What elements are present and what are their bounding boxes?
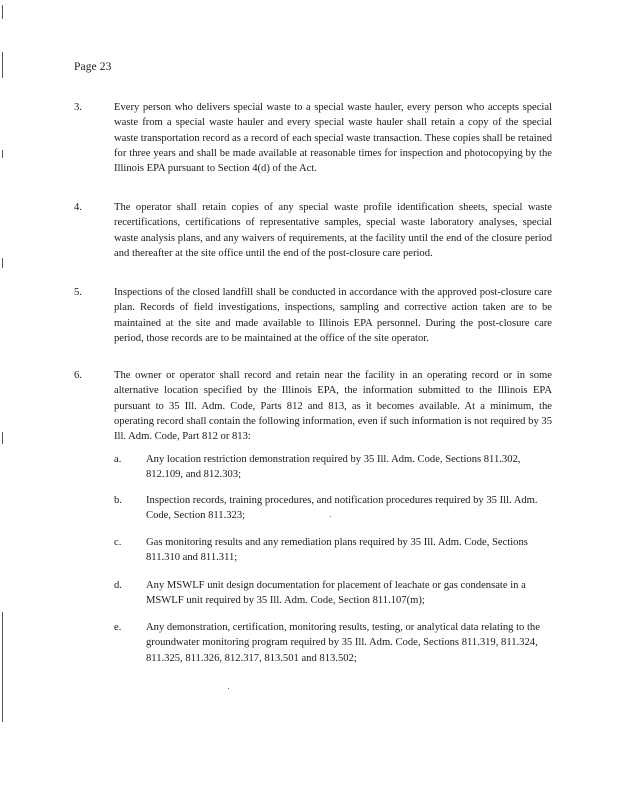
item-number: 4. xyxy=(74,202,82,213)
sub-list-item xyxy=(114,535,552,566)
sub-item-text: Any MSWLF unit design documentation for placement of leachate or gas condensate in a MSWLF unit required by 35 Ill. Adm. Code, Section 811.107(m); xyxy=(146,580,526,607)
sub-item-text: Any demonstration, certification, monitoring results, testing, or analytical data relating to the groundwater monitoring program required by 35 Ill. Adm. Code, Sections 811.319, 811.324, 811.325, 811.326, 812.317, 813.501 and 813.502; xyxy=(146,622,540,664)
sub-list-item xyxy=(114,620,552,666)
scan-margin-mark xyxy=(2,52,3,78)
page-number: Page 23 xyxy=(74,61,112,73)
sub-item-letter: b. xyxy=(114,495,122,506)
sub-item-letter: a. xyxy=(114,454,122,465)
scan-margin-mark xyxy=(2,612,3,722)
list-item xyxy=(74,368,552,444)
sub-list-item xyxy=(114,493,552,524)
sub-item-text: Gas monitoring results and any remediation plans required by 35 Ill. Adm. Code, Sections 811.310 and 811.311; xyxy=(146,537,528,564)
scan-margin-mark xyxy=(2,150,3,158)
list-item xyxy=(74,200,552,261)
scan-speck xyxy=(228,688,229,689)
sub-item-text: Any location restriction demonstration required by 35 Ill. Adm. Code, Sections 811.302, 812.109, and 812.303; xyxy=(146,454,521,481)
sub-item-letter: e. xyxy=(114,622,122,633)
item-number: 3. xyxy=(74,102,82,113)
item-text: Every person who delivers special waste to a special waste hauler, every person who accepts special waste from a special waste hauler and every special waste hauler shall retain a copy of the special waste transportation record as a record of each special waste transaction. These copies shall be retained for three years and shall be made available at reasonable times for inspection and photocopying by the Illinois EPA pursuant to Section 4(d) of the Act. xyxy=(114,102,552,175)
scan-margin-mark xyxy=(2,5,3,19)
sub-item-letter: d. xyxy=(114,580,122,591)
sub-list-item xyxy=(114,578,552,609)
item-text: The operator shall retain copies of any special waste profile identification sheets, special waste recertifications, certifications of representative samples, special waste laboratory analyses, special waste analysis plans, and any waivers of requirements, at the facility until the end of the closure period and thereafter at the site office until the end of the post-closure care period. xyxy=(114,202,552,259)
list-item xyxy=(74,100,552,176)
list-item xyxy=(74,285,552,346)
item-number: 6. xyxy=(74,370,82,381)
scan-margin-mark xyxy=(2,258,3,268)
sub-list-item xyxy=(114,452,552,483)
item-text: Inspections of the closed landfill shall be conducted in accordance with the approved post-closure care plan. Records of field investigations, inspections, sampling and corrective action taken are to be maintained at the site and made available to Illinois EPA personnel. During the post-closure care period, those records are to be maintained at the office of the site operator. xyxy=(114,287,552,344)
scan-margin-mark xyxy=(2,432,3,444)
item-number: 5. xyxy=(74,287,82,298)
item-text: The owner or operator shall record and retain near the facility in an operating record or in some alternative location specified by the Illinois EPA, the information submitted to the Illinois EPA pursuant to 35 Ill. Adm. Code, Parts 812 and 813, as it becomes available. At a minimum, the operating record shall contain the following information, even if such information is not required by 35 Ill. Adm. Code, Part 812 or 813: xyxy=(114,370,552,443)
sub-item-letter: c. xyxy=(114,537,122,548)
sub-item-text: Inspection records, training procedures, and notification procedures required by 35 Ill. Adm. Code, Section 811.323; xyxy=(146,495,538,522)
